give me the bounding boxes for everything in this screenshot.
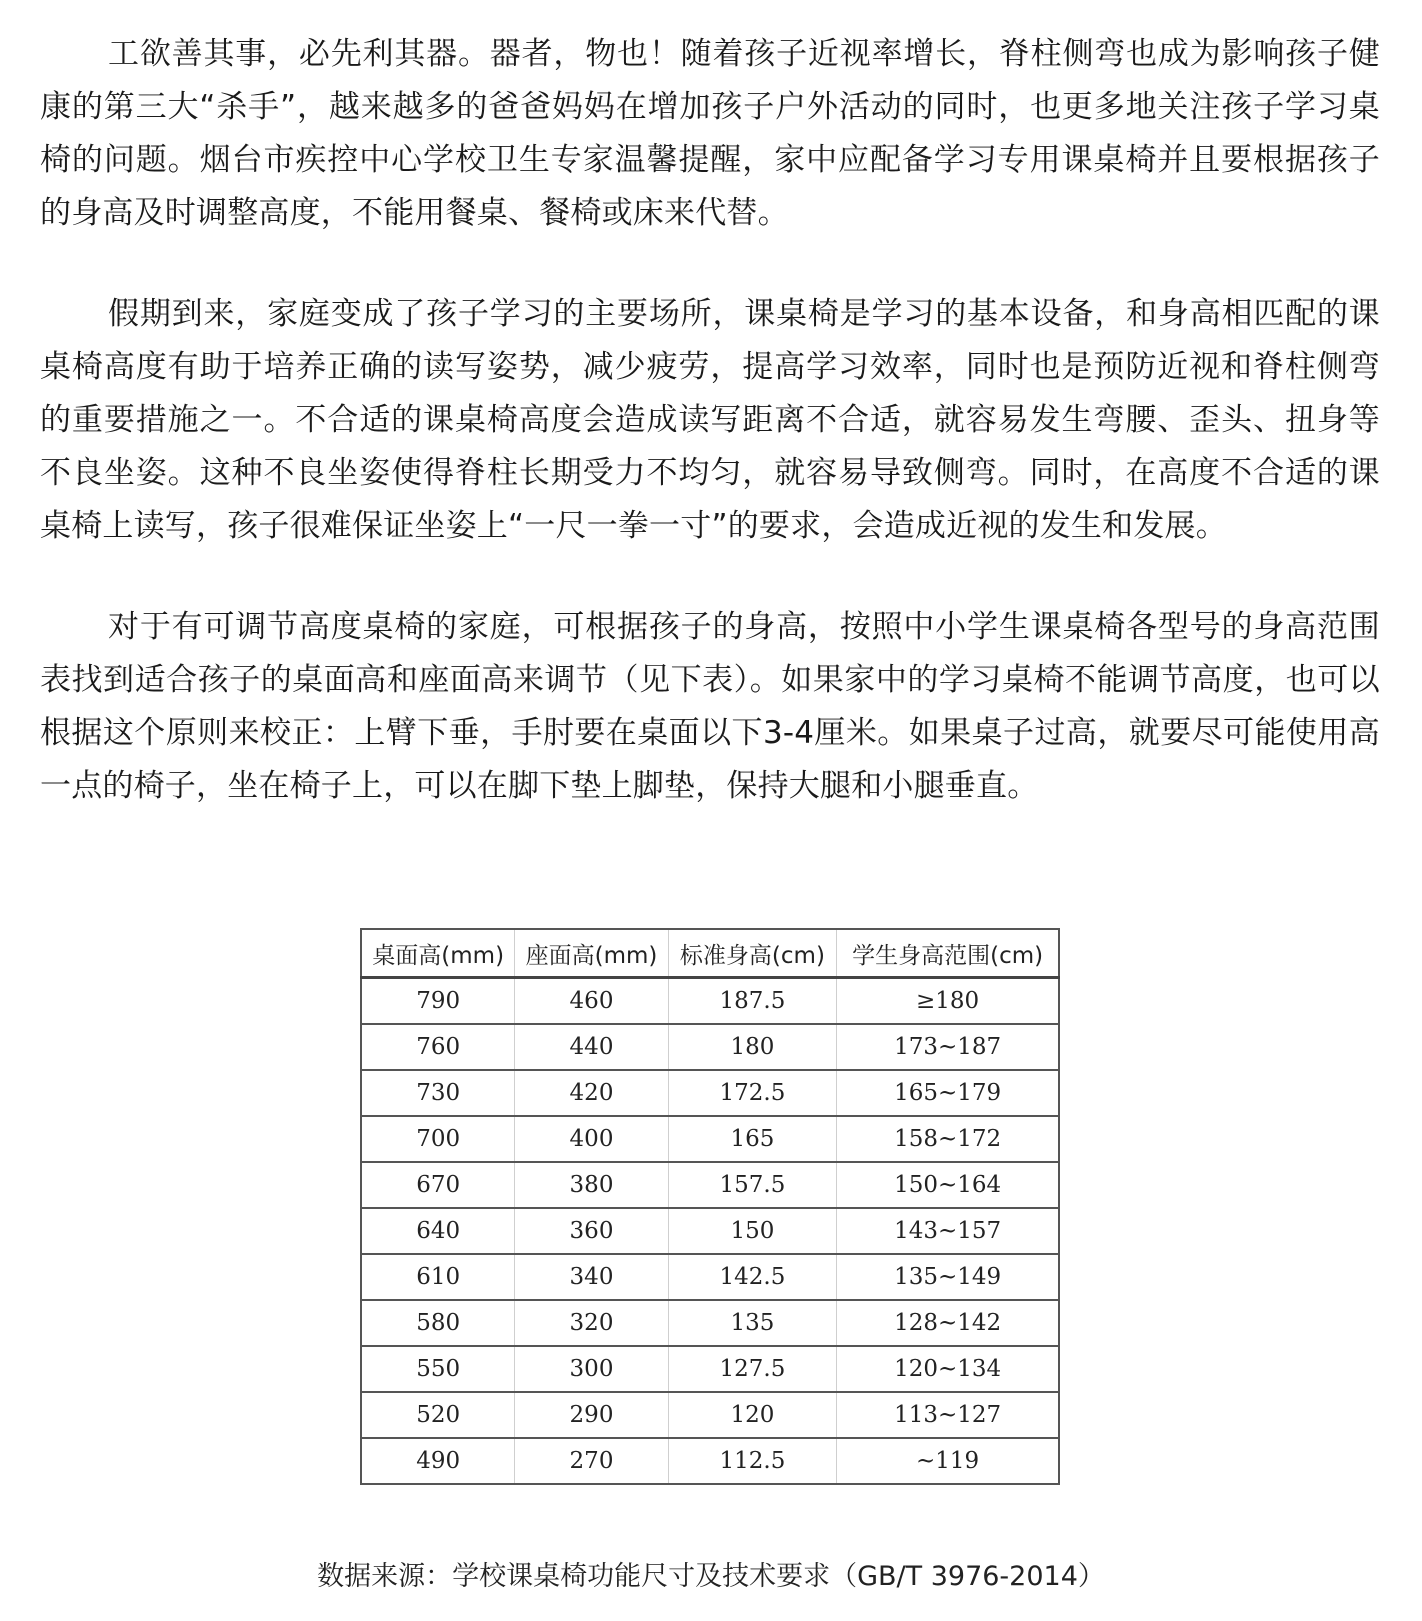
cell-desk-height: 790 bbox=[361, 978, 515, 1025]
cell-height-range: 143~157 bbox=[837, 1208, 1059, 1254]
article-body bbox=[40, 28, 1380, 861]
cell-desk-height: 700 bbox=[361, 1116, 515, 1162]
cell-seat-height: 290 bbox=[515, 1392, 668, 1438]
cell-seat-height: 320 bbox=[515, 1300, 668, 1346]
cell-desk-height: 520 bbox=[361, 1392, 515, 1438]
table-row bbox=[361, 1300, 1059, 1346]
cell-height-range: 173~187 bbox=[837, 1024, 1059, 1070]
cell-desk-height: 550 bbox=[361, 1346, 515, 1392]
cell-height-range: 113~127 bbox=[837, 1392, 1059, 1438]
cell-desk-height: 610 bbox=[361, 1254, 515, 1300]
cell-seat-height: 270 bbox=[515, 1438, 668, 1484]
table-header-row bbox=[361, 929, 1059, 978]
cell-standard-height: 135 bbox=[668, 1300, 837, 1346]
cell-height-range: 135~149 bbox=[837, 1254, 1059, 1300]
cell-standard-height: 120 bbox=[668, 1392, 837, 1438]
cell-height-range: ≥180 bbox=[837, 978, 1059, 1025]
table-row bbox=[361, 1346, 1059, 1392]
table-row bbox=[361, 1254, 1059, 1300]
table-row bbox=[361, 1070, 1059, 1116]
cell-seat-height: 360 bbox=[515, 1208, 668, 1254]
cell-desk-height: 670 bbox=[361, 1162, 515, 1208]
cell-desk-height: 760 bbox=[361, 1024, 515, 1070]
cell-seat-height: 400 bbox=[515, 1116, 668, 1162]
cell-standard-height: 112.5 bbox=[668, 1438, 837, 1484]
table-row bbox=[361, 1438, 1059, 1484]
table-row bbox=[361, 1116, 1059, 1162]
cell-desk-height: 640 bbox=[361, 1208, 515, 1254]
table-row bbox=[361, 1208, 1059, 1254]
cell-height-range: 165~179 bbox=[837, 1070, 1059, 1116]
cell-standard-height: 172.5 bbox=[668, 1070, 837, 1116]
cell-seat-height: 440 bbox=[515, 1024, 668, 1070]
table-row bbox=[361, 1392, 1059, 1438]
header-standard-height: 标准身高(cm) bbox=[668, 929, 837, 978]
cell-standard-height: 165 bbox=[668, 1116, 837, 1162]
table-row bbox=[361, 978, 1059, 1025]
paragraph-2: 假期到来，家庭变成了孩子学习的主要场所，课桌椅是学习的基本设备，和身高相匹配的课桌椅高度有助于培养正确的读写姿势，减少疲劳，提高学习效率，同时也是预防近视和脊柱侧弯的重要措施之一。不合适的课桌椅高度会造成读写距离不合适，就容易发生弯腰、歪头、扭身等不良坐姿。这种不良坐姿使得脊柱长期受力不均匀，就容易导致侧弯。同时，在高度不合适的课桌椅上读写，孩子很难保证坐姿上“一尺一拳一寸”的要求，会造成近视的发生和发展。 bbox=[40, 296, 1380, 544]
cell-seat-height: 340 bbox=[515, 1254, 668, 1300]
cell-seat-height: 420 bbox=[515, 1070, 668, 1116]
cell-seat-height: 460 bbox=[515, 978, 668, 1025]
cell-desk-height: 730 bbox=[361, 1070, 515, 1116]
table-row bbox=[361, 1162, 1059, 1208]
cell-height-range: 120~134 bbox=[837, 1346, 1059, 1392]
cell-standard-height: 150 bbox=[668, 1208, 837, 1254]
cell-standard-height: 142.5 bbox=[668, 1254, 837, 1300]
header-desk-height: 桌面高(mm) bbox=[361, 929, 515, 978]
paragraph-1: 工欲善其事，必先利其器。器者，物也！随着孩子近视率增长，脊柱侧弯也成为影响孩子健康的第三大“杀手”，越来越多的爸爸妈妈在增加孩子户外活动的同时，也更多地关注孩子学习桌椅的问题。烟台市疾控中心学校卫生专家温馨提醒，家中应配备学习专用课桌椅并且要根据孩子的身高及时调整高度，不能用餐桌、餐椅或床来代替。 bbox=[40, 36, 1380, 231]
cell-seat-height: 380 bbox=[515, 1162, 668, 1208]
cell-height-range: 150~164 bbox=[837, 1162, 1059, 1208]
paragraph-3: 对于有可调节高度桌椅的家庭，可根据孩子的身高，按照中小学生课桌椅各型号的身高范围表找到适合孩子的桌面高和座面高来调节（见下表）。如果家中的学习桌椅不能调节高度，也可以根据这个原则来校正：上臂下垂，手肘要在桌面以下3-4厘米。如果桌子过高，就要尽可能使用高一点的椅子，坐在椅子上，可以在脚下垫上脚垫，保持大腿和小腿垂直。 bbox=[40, 609, 1380, 804]
cell-standard-height: 187.5 bbox=[668, 978, 837, 1025]
cell-seat-height: 300 bbox=[515, 1346, 668, 1392]
cell-height-range: 128~142 bbox=[837, 1300, 1059, 1346]
cell-height-range: ~119 bbox=[837, 1438, 1059, 1484]
cell-desk-height: 490 bbox=[361, 1438, 515, 1484]
cell-height-range: 158~172 bbox=[837, 1116, 1059, 1162]
desk-chair-size-table bbox=[360, 928, 1060, 1485]
cell-standard-height: 157.5 bbox=[668, 1162, 837, 1208]
cell-desk-height: 580 bbox=[361, 1300, 515, 1346]
cell-standard-height: 127.5 bbox=[668, 1346, 837, 1392]
size-table bbox=[360, 928, 1060, 1485]
table-row bbox=[361, 1024, 1059, 1070]
header-seat-height: 座面高(mm) bbox=[515, 929, 668, 978]
cell-standard-height: 180 bbox=[668, 1024, 837, 1070]
data-source-caption: 数据来源：学校课桌椅功能尺寸及技术要求（GB/T 3976-2014） bbox=[317, 1561, 1105, 1592]
header-student-height-range: 学生身高范围(cm) bbox=[837, 929, 1059, 978]
